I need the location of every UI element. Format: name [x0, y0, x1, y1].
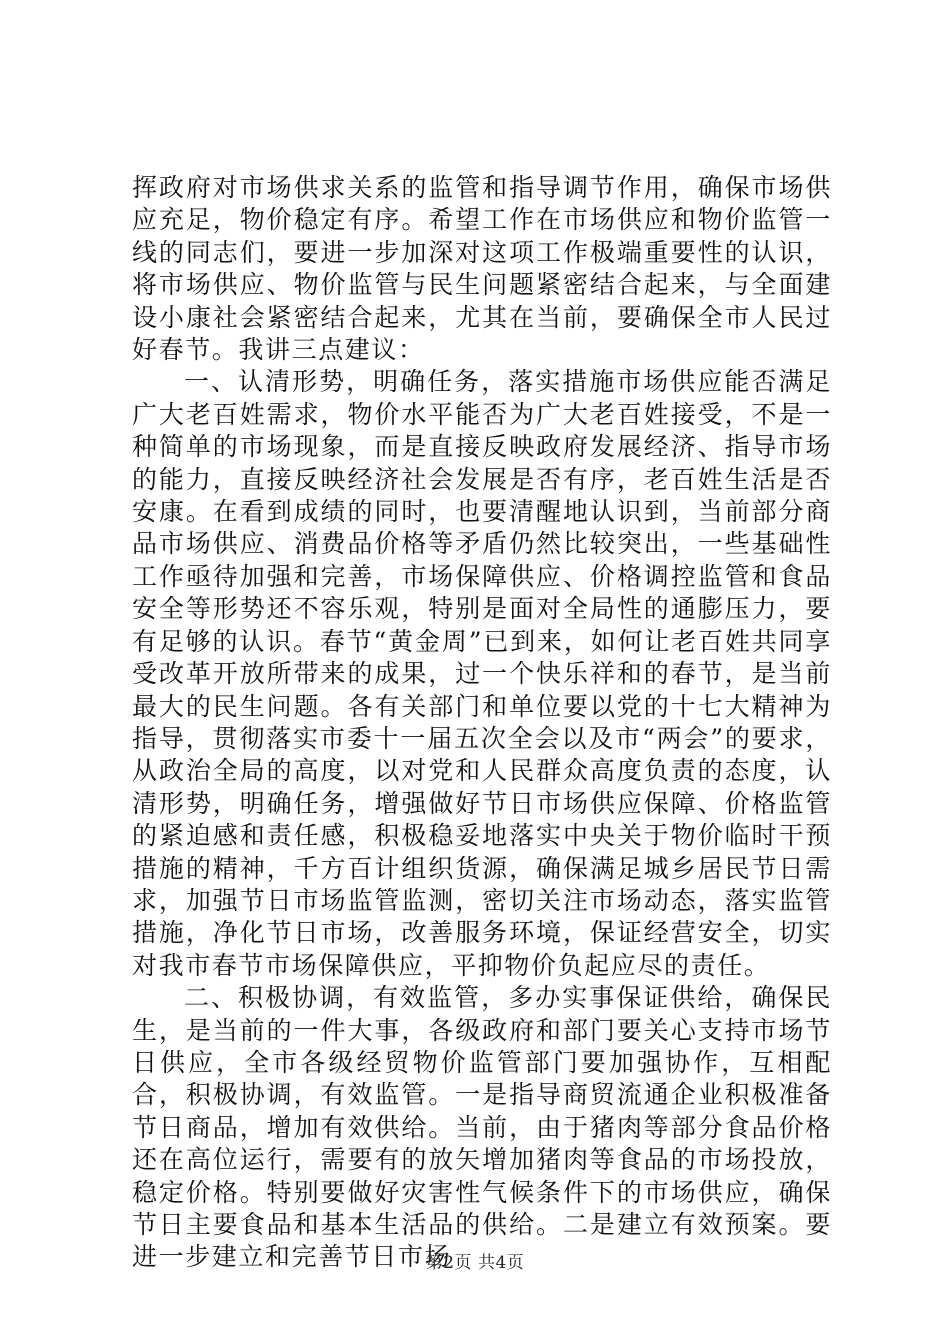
- page-footer: 第2页 共4页: [425, 1253, 525, 1273]
- paragraph-section-one: 一、认清形势，明确任务，落实措施市场供应能否满足广大老百姓需求，物价水平能否为广大老百姓接受，不是一种简单的市场现象，而是直接反映政府发展经济、指导市场的能力，直接反映经济社会发展是否有序，老百姓生活是否安康。在看到成绩的同时，也要清醒地认识到，当前部分商品市场供应、消费品价格等矛盾仍然比较突出，一些基础性工作亟待加强和完善，市场保障供应、价格调控监管和食品安全等形势还不容乐观，特别是面对全局性的通膨压力，要有足够的认识。春节“黄金周”已到来，如何让老百姓共同享受改革开放所带来的成果，过一个快乐祥和的春节，是当前最大的民生问题。各有关部门和单位要以党的十七大精神为指导，贯彻落实市委十一届五次全会以及市“两会”的要求，从政治全局的高度，以对党和人民群众高度负责的态度，认清形势，明确任务，增强做好节日市场供应保障、价格监管的紧迫感和责任感，积极稳妥地落实中央关于物价临时干预措施的精神，千方百计组织货源，确保满足城乡居民节日需求，加强节日市场监管监测，密切关注市场动态，落实监管措施，净化节日市场，改善服务环境，保证经营安全，切实对我市春节市场保障供应，平抑物价负起应尽的责任。: [132, 367, 832, 980]
- paragraph-section-two: 二、积极协调，有效监管，多办实事保证供给，确保民生，是当前的一件大事，各级政府和部门要关心支持市场节日供应，全市各级经贸物价监管部门要加强协作，互相配合，积极协调，有效监管。一是指导商贸流通企业积极准备节日商品，增加有效供给。当前，由于猪肉等部分食品价格还在高位运行，需要有的放矢增加猪肉等食品的市场投放，稳定价格。特别要做好灾害性气候条件下的市场供应，确保节日主要食品和基本生活品的供给。二是建立有效预案。要进一步建立和完善节日市场: [132, 983, 832, 1272]
- paragraph-continuation: 挥政府对市场供求关系的监管和指导调节作用，确保市场供应充足，物价稳定有序。希望工作在市场供应和物价监管一线的同志们，要进一步加深对这项工作极端重要性的认识，将市场供应、物价监管与民生问题紧密结合起来，与全面建设小康社会紧密结合起来，尤其在当前，要确保全市人民过好春节。我讲三点建议：: [132, 173, 832, 365]
- body-text: [132, 172, 832, 1274]
